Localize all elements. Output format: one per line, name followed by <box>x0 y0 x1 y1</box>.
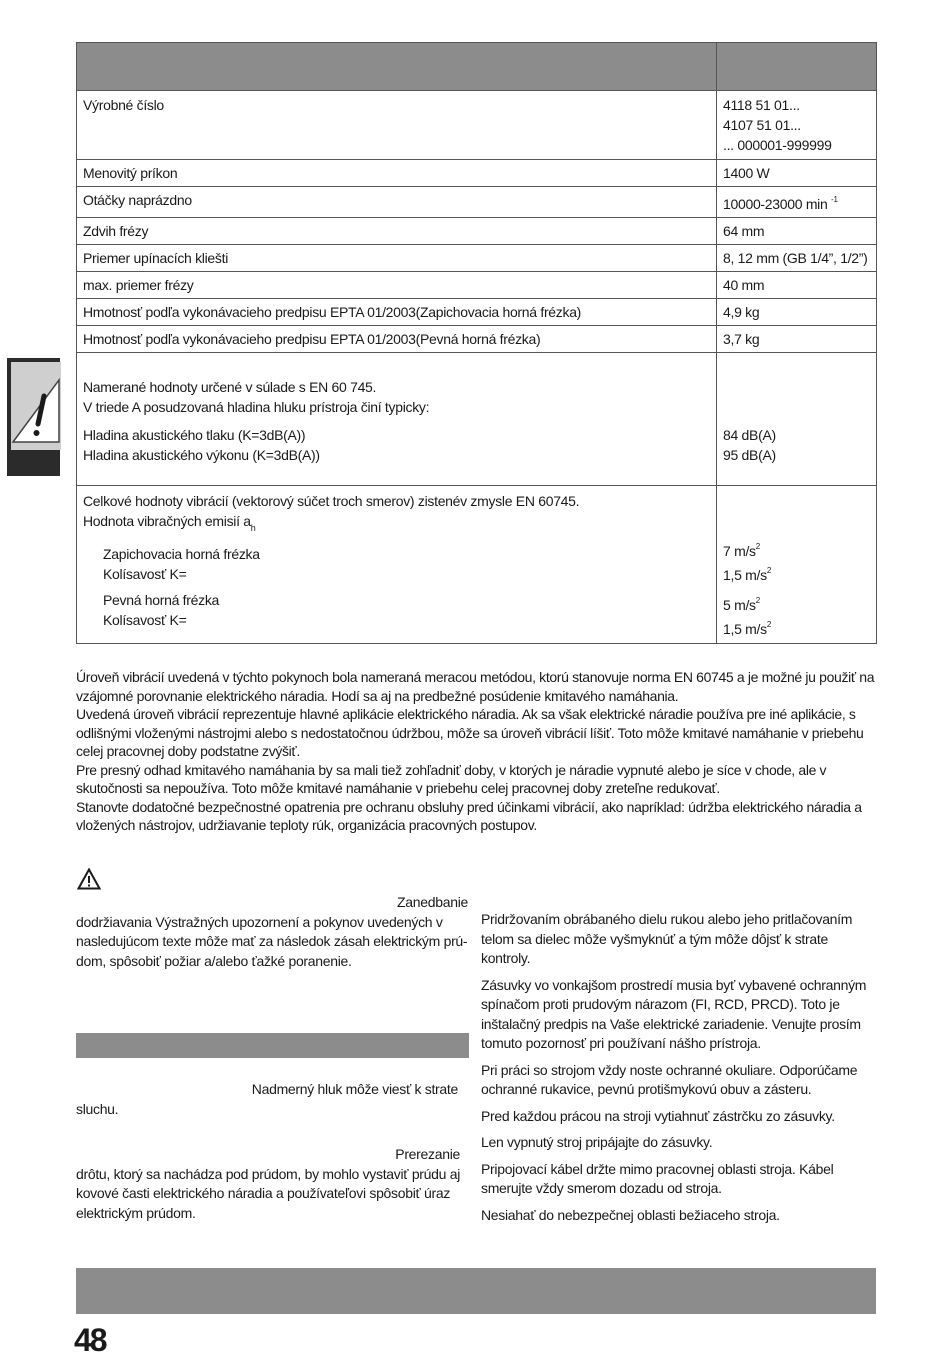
page-number: 48 <box>74 1322 106 1357</box>
unit-exponent: 2 <box>755 542 760 551</box>
plunge-vibration-value <box>723 537 870 561</box>
unit-exponent: 2 <box>766 566 771 575</box>
serial-number-label: Výrobné číslo <box>83 97 164 113</box>
section-side-tab <box>7 358 60 476</box>
vibration-intro: Celkové hodnoty vibrácií (vektorový súčet troch smerov) zistenév zmysle EN 60745. <box>83 493 580 509</box>
row-label <box>77 91 717 160</box>
unit-exponent: 2 <box>755 596 760 605</box>
safety-instruction: Nesiahať do nebezpečnej oblasti bežiaceho stroja. <box>481 1206 780 1223</box>
warning-tab-panel <box>11 362 61 450</box>
warning-triangle-icon <box>77 868 101 890</box>
noise-labels <box>77 353 717 486</box>
table-header-row <box>77 43 877 91</box>
noise-row <box>77 353 877 486</box>
noise-intro: V triede A posudzovaná hladina hluku prístroja činí typicky: <box>83 399 430 415</box>
plunge-router-label: Zapichovacia horná frézka <box>103 546 260 562</box>
fixed-vibration-value <box>723 591 870 615</box>
safety-instruction: Pred každou prácou na stroji vytiahnuť zástrčku zo zásuvky. <box>481 1107 835 1124</box>
unit-exponent: 2 <box>766 620 771 629</box>
paragraph-text: Pre presný odhad kmitavého namáhania by sa mali tiež zohľadniť doby, v ktorých je náradie vypnuté alebo je síce v chode, ale v skutočnosti sa nepoužíva. Toto môže kmitavé namáhanie v priebehu celej pracovnej doby zreteľne redukovať. <box>76 761 827 796</box>
cutting-warning-lead: Prerezanie <box>395 1146 460 1162</box>
table-row <box>77 299 877 326</box>
noise-warning-body: sluchu. <box>76 1100 119 1117</box>
bottom-section-bar <box>76 1268 876 1314</box>
table-row <box>77 160 877 187</box>
noise-intro: Namerané hodnoty určené v súlade s EN 60 745. <box>83 379 377 395</box>
vibration-info-paragraph <box>76 668 876 835</box>
speed-value: 10000-23000 min <box>723 196 828 212</box>
row-label: max. priemer frézy <box>77 272 717 299</box>
vibration-values <box>717 486 877 644</box>
paragraph-text: Úroveň vibrácií uvedená v týchto pokynoch bola nameraná meracou metódou, ktorú stanovuje norma EN 60745 a je možné ju použiť na vzájomné porovnanie elektrického náradia. Hodí sa aj na predbežné posúdenie kmitavého namáhania. <box>76 669 875 704</box>
noise-warning-block <box>76 1080 468 1119</box>
vibration-emission-label <box>83 511 710 538</box>
row-label: Hmotnosť podľa vykonávacieho predpisu EPTA 01/2003(Zapichovacia horná frézka) <box>77 299 717 326</box>
vibration-labels <box>77 486 717 644</box>
noise-values <box>717 353 877 486</box>
row-value <box>717 187 877 218</box>
row-label: Zdvih frézy <box>77 218 717 245</box>
row-value: 64 mm <box>717 218 877 245</box>
vibration-row <box>77 486 877 644</box>
row-value <box>717 91 877 160</box>
general-warning-block <box>76 893 468 971</box>
row-label: Hmotnosť podľa vykonávacieho predpisu EPTA 01/2003(Pevná horná frézka) <box>77 326 717 353</box>
exclamation-warning-icon <box>11 362 61 450</box>
cutting-warning-block <box>76 1145 468 1223</box>
fixed-uncertainty-label: Kolísavosť K= <box>103 612 187 628</box>
safety-instruction: Pripojovací kábel držte mimo pracovnej oblasti stroja. Kábel smerujte vždy smerom dozadu od stroja. <box>481 1160 834 1196</box>
row-value: 3,7 kg <box>717 326 877 353</box>
sound-pressure-value: 84 dB(A) <box>723 427 776 443</box>
row-value: 40 mm <box>717 272 877 299</box>
serial-number-value: 4118 51 01... <box>723 97 800 113</box>
fixed-router-label: Pevná horná frézka <box>103 592 220 608</box>
table-row <box>77 326 877 353</box>
row-value: 8, 12 mm (GB 1/4”, 1/2”) <box>717 245 877 272</box>
plunge-uncertainty-label: Kolísavosť K= <box>103 566 187 582</box>
serial-number-value: ... 000001-999999 <box>723 137 832 153</box>
plunge-uncertainty-value <box>723 561 870 585</box>
table-row <box>77 245 877 272</box>
safety-instruction: Pridržovaním obrábaného dielu rukou alebo jeho pritlačovaním telom sa dielec môže vyšmyknúť a tým môže dôjsť k strate kontroly. <box>481 911 853 966</box>
table-row <box>77 91 877 160</box>
table-row <box>77 187 877 218</box>
value-text: 7 m/s <box>723 543 756 559</box>
serial-number-value: 4107 51 01... <box>723 117 801 133</box>
row-label: Otáčky naprázdno <box>77 187 717 218</box>
row-label: Menovitý príkon <box>77 160 717 187</box>
safety-instructions-list <box>481 910 877 1232</box>
row-value: 4,9 kg <box>717 299 877 326</box>
row-value: 1400 W <box>717 160 877 187</box>
safety-instruction: Len vypnutý stroj pripájajte do zásuvky. <box>481 1134 713 1150</box>
noise-warning-lead: Nadmerný hluk môže viesť k strate <box>251 1081 458 1097</box>
speed-unit-exponent: -1 <box>831 195 838 204</box>
paragraph-text: Stanovte dodatočné bezpečnostné opatrenia pre ochranu obsluhy pred účinkami vibrácií, ako napríklad: údržba elektrického náradia a vložených nástrojov, udržiavanie teploty rúk, organizácia pracovných postupov. <box>76 798 862 833</box>
table-row <box>77 218 877 245</box>
safety-instruction: Zásuvky vo vonkajšom prostredí musia byť vybavené ochranným spínačom proti prudovým nárazom (FI, RCD, PRCD). Toto je inštalačný predpis na Vaše elektrické zariadenie. Venujte prosím tomuto pozornosť pri používaní nášho prístroja. <box>481 976 867 1051</box>
sound-power-label: Hladina akustického výkonu (K=3dB(A)) <box>83 447 320 463</box>
section-heading-bar <box>76 1033 469 1058</box>
cutting-warning-body: drôtu, ktorý sa nachádza pod prúdom, by mohlo vystaviť prúdu aj kovové časti elektrického náradia a používateľovi spôsobiť úraz elektrickým prúdom. <box>76 1165 461 1221</box>
technical-data-table <box>76 42 877 644</box>
sound-pressure-label: Hladina akustického tlaku (K=3dB(A)) <box>83 427 306 443</box>
row-label: Priemer upínacích kliešti <box>77 245 717 272</box>
value-text: 5 m/s <box>723 597 756 613</box>
table-row <box>77 272 877 299</box>
table-header-cell <box>77 43 717 91</box>
value-text: 1,5 m/s <box>723 621 767 637</box>
paragraph-text: Uvedená úroveň vibrácií reprezentuje hlavné aplikácie elektrického náradia. Ak sa však elektrické náradie používa pre iné aplikácie, s odlišnými vloženými nástrojmi alebo s nedostatočnou údržbou, môže sa úroveň vibrácií líšiť. Toto môže kmitavé namáhanie v priebehu celej pracovnej doby podstatne zvýšiť. <box>76 706 864 759</box>
sound-power-value: 95 dB(A) <box>723 447 776 463</box>
warning-lead: Zanedbanie <box>397 894 468 910</box>
value-text: 1,5 m/s <box>723 567 767 583</box>
emission-subscript: h <box>250 523 256 533</box>
safety-instruction: Pri práci so strojom vždy noste ochranné okuliare. Odporúčame ochranné rukavice, pevnú protišmykovú obuv a zásteru. <box>481 1061 858 1097</box>
table-header-cell <box>717 43 877 91</box>
emission-text: Hodnota vibračných emisií a <box>83 513 251 529</box>
fixed-uncertainty-value <box>723 615 870 639</box>
warning-body: dodržiavania Výstražných upozornení a pokynov uvedených v nasledujúcom texte môže mať za následok zásah elektrickým prú-dom, spôsobiť požiar a/alebo ťažké poranenie. <box>76 913 468 969</box>
